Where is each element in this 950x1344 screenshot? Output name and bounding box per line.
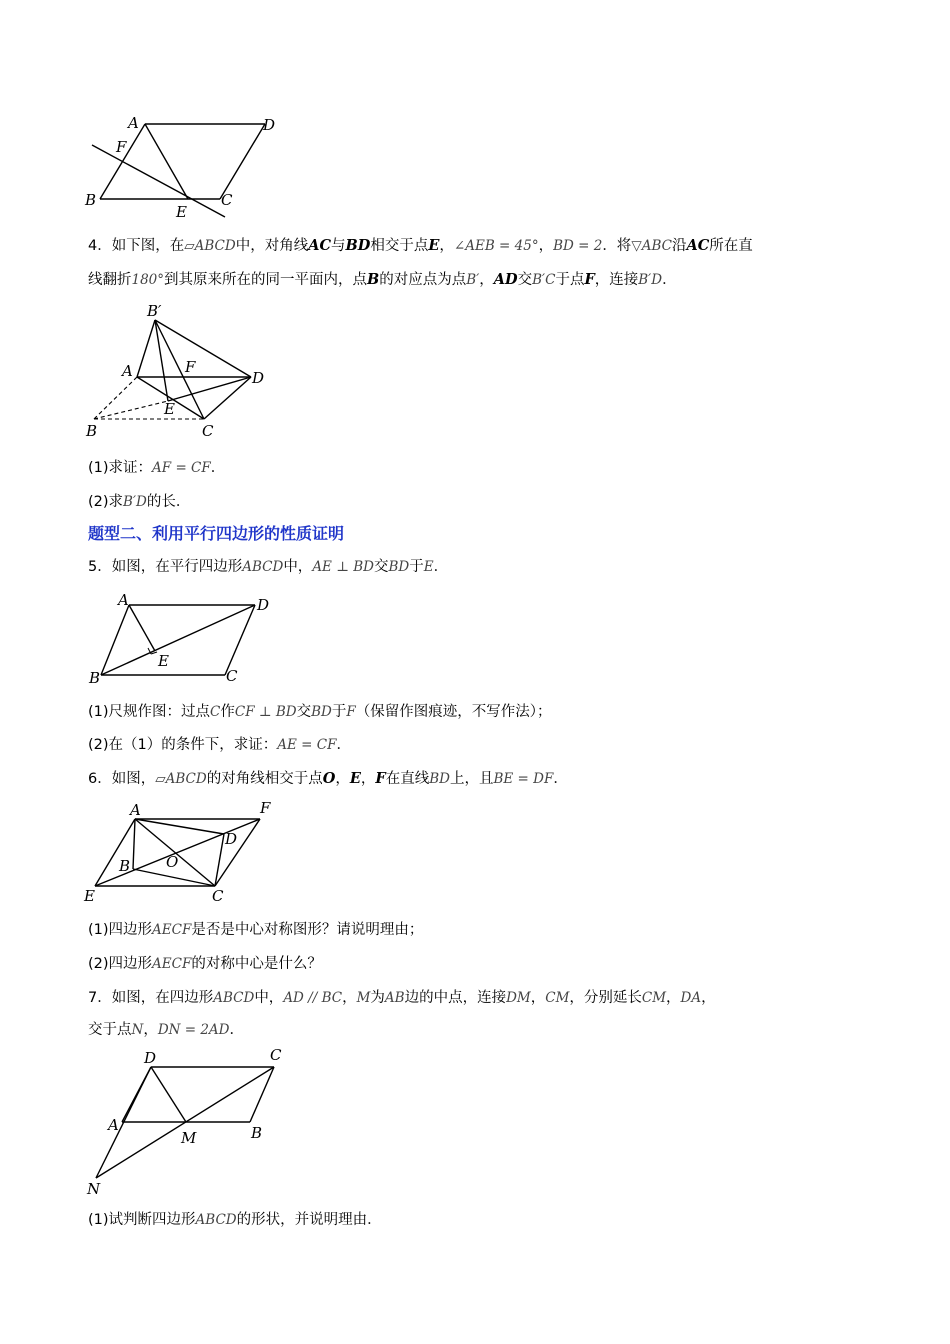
label-d: D [252,369,265,387]
q4-part1: (1)求证：AF = CF． [88,460,226,476]
label-d: D [257,596,270,614]
label-b: B [86,422,98,440]
figure-q7-quadrilateral [80,1046,300,1201]
label-c: C [226,667,238,685]
label-f: F [116,138,127,156]
q7-part1: (1)试判断四边形ABCD的形状，并说明理由． [88,1212,382,1228]
label-d: D [263,116,276,134]
label-d: D [144,1049,157,1067]
label-m: M [181,1129,197,1147]
q4-statement-line2: 线翻折180°到其原来所在的同一平面内，点B的对应点为点B′，AD交B′C于点F，连接B′D． [88,271,677,288]
figure-q4-fold [80,298,280,443]
q7-statement-line2: 交于点N，DN = 2AD． [88,1022,245,1038]
label-b: B [119,857,131,875]
figure-q5-parallelogram [80,588,290,688]
q6-part1: (1)四边形AECF是否是中心对称图形？请说明理由； [88,922,424,938]
q6-part2: (2)四边形AECF的对称中心是什么？ [88,956,322,972]
q4-part2: (2)求B′D的长． [88,494,191,510]
label-o: O [166,853,179,871]
label-n: N [87,1180,101,1198]
label-a: A [122,362,133,380]
label-f: F [185,358,196,376]
label-b: B [85,191,97,209]
label-c: C [202,422,214,440]
q5-part2: (2)在（1）的条件下，求证：AE = CF． [88,737,351,753]
figure-q6-aecf [80,798,290,908]
label-f: F [260,799,271,817]
q4-statement-line1: 4．如下图，在▱ABCD中，对角线AC与BD相交于点E，∠AEB = 45°，BD = 2．将▽ABC沿AC所在直 [88,237,753,254]
label-e: E [176,203,187,221]
figure-parallelogram-abcd-fe [80,110,300,220]
label-a: A [128,114,139,132]
q6-statement: 6．如图，▱ABCD的对角线相交于点O，E，F在直线BD上，且BE = DF． [88,770,568,787]
q5-part1: (1)尺规作图：过点C作CF ⊥ BD交BD于F（保留作图痕迹，不写作法）； [88,704,552,720]
label-e: E [164,400,175,418]
label-c: C [221,191,233,209]
label-e: E [158,652,169,670]
label-e: E [84,887,95,905]
section-heading: 题型二、利用平行四边形的性质证明 [88,524,345,543]
label-c: C [270,1046,282,1064]
label-b: B [89,669,101,687]
label-a: A [108,1116,119,1134]
q5-statement: 5．如图，在平行四边形ABCD中，AE ⊥ BD交BD于E． [88,559,449,575]
label-b: B [251,1124,263,1142]
label-a: A [130,801,141,819]
label-c: C [212,887,224,905]
label-a: A [118,591,129,609]
label-d: D [225,830,238,848]
q7-statement-line1: 7．如图，在四边形ABCD中，AD // BC，M为AB边的中点，连接DM，CM，分别延长CM，DA， [88,990,716,1006]
label-b-prime: B′ [147,302,162,320]
